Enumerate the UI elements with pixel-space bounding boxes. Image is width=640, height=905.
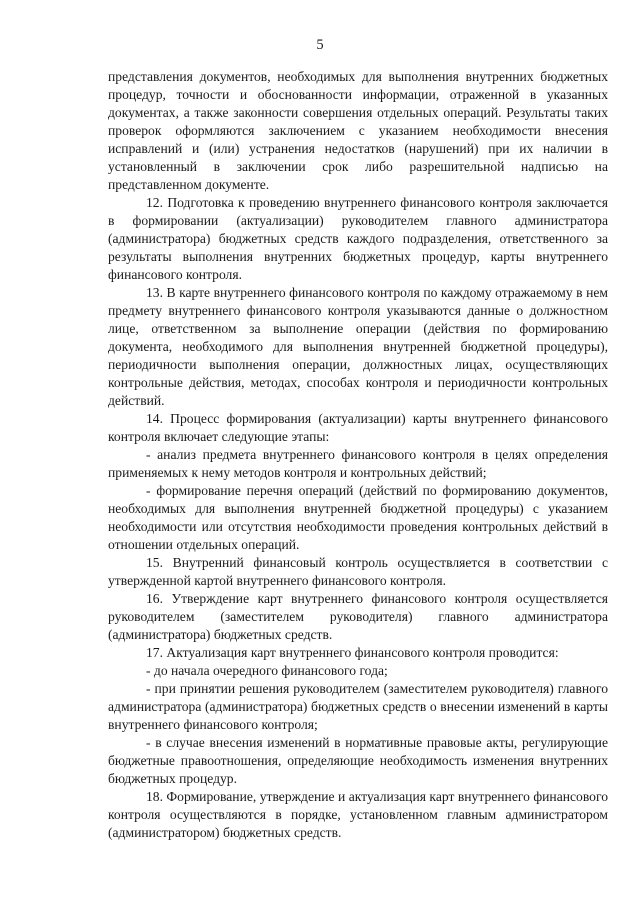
list-item-operations: - формирование перечня операций (действий по формированию документов, необходимых для выполнения внутренней бюджетной процедуры) с указанием необходимости или отсутствия необходимости проведения контрольных действий в отношении отдельных операций. <box>108 483 608 552</box>
paragraph-14: 14. Процесс формирования (актуализации) карты внутреннего финансового контроля включает следующие этапы: <box>108 411 608 444</box>
paragraph-15: 15. Внутренний финансовый контроль осуществляется в соответствии с утвержденной картой внутреннего финансового контроля. <box>108 555 608 588</box>
paragraph-16: 16. Утверждение карт внутреннего финансового контроля осуществляется руководителем (заместителем руководителя) главного администратора (администратора) бюджетных средств. <box>108 591 608 642</box>
paragraph-13: 13. В карте внутреннего финансового контроля по каждому отражаемому в нем предмету внутреннего финансового контроля указываются данные о должностном лице, ответственном за выполнение операции (действия по формированию документа, необходимого для выполнения внутренней бюджетной процедуры), периодичности выполнения операции, должностных лицах, осуществляющих контрольные действия, методах, способах контроля и периодичности контрольных действий. <box>108 285 608 408</box>
paragraph-17: 17. Актуализация карт внутреннего финансового контроля проводится: <box>146 645 559 660</box>
paragraph-continuation: представления документов, необходимых для выполнения внутренних бюджетных процедур, точности и обоснованности информации, отраженной в указанных документах, а также законности совершения отдельных операций. Результаты таких проверок оформляются заключением с указанием необходимости внесения исправлений и (или) устранения недостатков (нарушений) при их наличии в установленный в заключении срок либо разрешительной надписью на представленном документе. <box>108 69 608 192</box>
list-item-analysis: - анализ предмета внутреннего финансового контроля в целях определения применяемых к нему методов контроля и контрольных действий; <box>108 447 608 480</box>
document-body <box>108 68 608 842</box>
paragraph-18: 18. Формирование, утверждение и актуализация карт внутреннего финансового контроля осуществляются в порядке, установленном главным администратором (администратором) бюджетных средств. <box>108 789 608 840</box>
list-item-decision: - при принятии решения руководителем (заместителем руководителя) главного администратора (администратора) бюджетных средств о внесении изменений в карты внутреннего финансового контроля; <box>108 681 608 732</box>
list-item-year-start: - до начала очередного финансового года; <box>146 663 388 678</box>
paragraph-12: 12. Подготовка к проведению внутреннего финансового контроля заключается в формировании (актуализации) руководителем главного администратора (администратора) бюджетных средств каждого подразделения, ответственного за результаты выполнения внутренних бюджетных процедур, карты внутреннего финансового контроля. <box>108 195 608 282</box>
page-number: 5 <box>316 37 324 53</box>
list-item-regulation-change: - в случае внесения изменений в нормативные правовые акты, регулирующие бюджетные правоотношения, определяющие необходимость изменения внутренних бюджетных процедур. <box>108 735 608 786</box>
